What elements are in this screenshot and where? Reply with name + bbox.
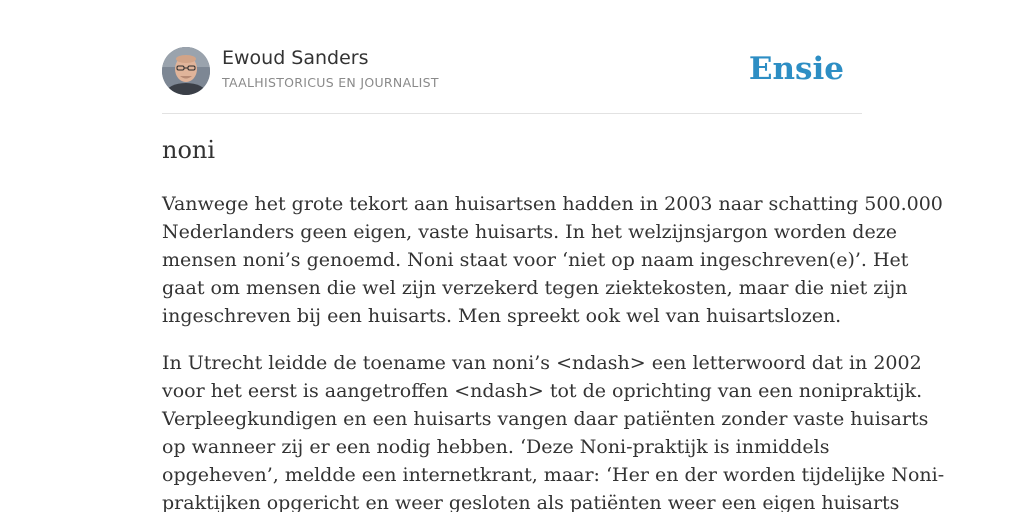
header-divider: [162, 113, 862, 114]
text-line: Verpleegkundigen en een huisarts vangen daar patiënten zonder vaste huisarts: [162, 408, 929, 430]
author-avatar[interactable]: [162, 47, 210, 95]
text-line: opgeheven’, meldde een internetkrant, maar: ‘Her en der worden tijdelijke Noni-: [162, 464, 945, 486]
text-line: mensen noni’s genoemd. Noni staat voor ‘niet op naam ingeschreven(e)’. Het: [162, 249, 909, 271]
brand-logo[interactable]: Ensie: [748, 51, 844, 87]
author-role: TAALHISTORICUS EN JOURNALIST: [222, 75, 439, 90]
paragraph-1: [162, 190, 943, 330]
author-portrait-icon: [162, 47, 210, 95]
text-line: voor het eerst is aangetroffen <ndash> tot de oprichting van een nonipraktijk.: [162, 380, 923, 402]
paragraph-2: [162, 349, 945, 512]
text-line: ingeschreven bij een huisarts. Men spreekt ook wel van huisartslozen.: [162, 305, 842, 327]
text-line: op wanneer zij er een nodig hebben. ‘Deze Noni-praktijk is inmiddels: [162, 436, 830, 458]
author-header: [162, 46, 862, 96]
entry-title: noni: [162, 136, 216, 164]
text-line: Vanwege het grote tekort aan huisartsen hadden in 2003 naar schatting 500.000: [162, 193, 943, 215]
text-line: gaat om mensen die wel zijn verzekerd tegen ziektekosten, maar die niet zijn: [162, 277, 908, 299]
author-name[interactable]: Ewoud Sanders: [222, 47, 369, 69]
text-line: Nederlanders geen eigen, vaste huisarts. In het welzijnsjargon worden deze: [162, 221, 897, 243]
text-line: praktijken opgericht en weer gesloten als patiënten weer een eigen huisarts: [162, 492, 900, 512]
text-line: In Utrecht leidde de toename van noni’s <ndash> een letterwoord dat in 2002: [162, 352, 922, 374]
entry-body: [162, 190, 945, 512]
